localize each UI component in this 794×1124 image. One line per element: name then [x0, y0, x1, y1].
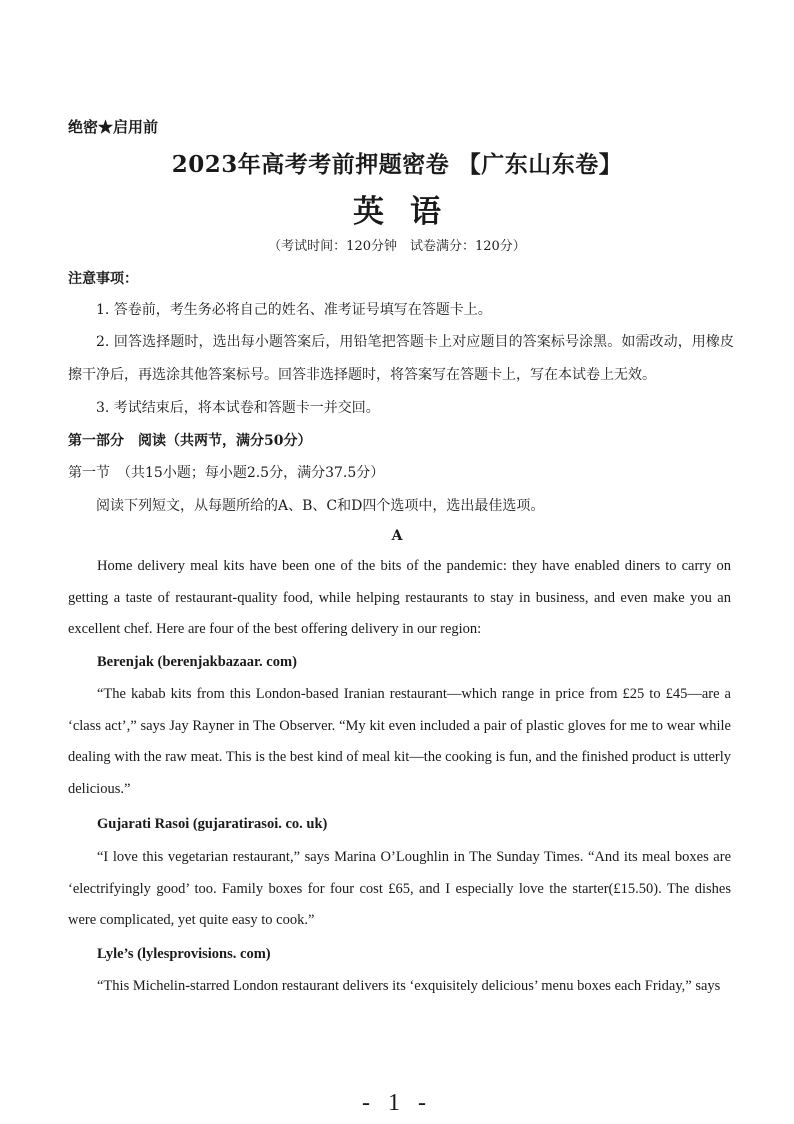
exam-title: 2023年高考考前押题密卷 【广东山东卷】: [171, 151, 623, 178]
restaurant-text-2: “I love this vegetarian restaurant,” says Marina O’Loughlin in The Sunday Times. “And its meal boxes are ‘electrifyingly good’ too. Family boxes for four cost £65, and I especially love the starter(£15.50). The dishes were complicated, yet quite easy to cook.”: [68, 849, 731, 928]
exam-info: （考试时间：120分钟 试卷满分：120分）: [268, 239, 526, 254]
section-one-title: 第一节 （共15小题；每小题2.5分，满分37.5分）: [68, 465, 385, 481]
subject-title: 英语: [353, 194, 467, 230]
restaurant-text-1: “The kabab kits from this London-based Iranian restaurant—which range in price from £25 to £45—are a ‘class act’,” says Jay Rayner in The Observer. “My kit even included a pair of plastic gloves for me to wear while dealing with the raw meat. This is the best kind of meal kit—the cooking is fun, and the finished product is utterly delicious.”: [68, 686, 731, 797]
restaurant-heading-1: Berenjak (berenjakbazaar. com): [97, 654, 297, 670]
part-one-title: 第一部分 阅读（共两节，满分50分）: [68, 433, 312, 449]
notice-item-3: 3. 考试结束后，将本试卷和答题卡一并交回。: [96, 400, 380, 416]
restaurant-heading-3: Lyle’s (lylesprovisions. com): [97, 946, 271, 962]
reading-instruction: 阅读下列短文，从每题所给的A、B、C和D四个选项中，选出最佳选项。: [96, 498, 545, 514]
passage-label: A: [391, 528, 403, 544]
confidential-label: 绝密★启用前: [68, 118, 159, 136]
notice-item-1: 1. 答卷前，考生务必将自己的姓名、准考证号填写在答题卡上。: [96, 302, 492, 318]
restaurant-text-3: “This Michelin-starred London restaurant delivers its ‘exquisitely delicious’ menu boxes each Friday,” says: [97, 978, 721, 994]
notice-title: 注意事项：: [68, 271, 138, 287]
restaurant-heading-2: Gujarati Rasoi (gujaratirasoi. co. uk): [97, 816, 328, 832]
passage-intro: Home delivery meal kits have been one of the bits of the pandemic: they have enabled diners to carry on getting a taste of restaurant-quality food, while helping restaurants to stay in business, and even make you an excellent chef. Here are four of the best offering delivery in our region:: [68, 558, 731, 637]
page-number: - 1 -: [362, 1090, 432, 1116]
notice-item-2: 2. 回答选择题时，选出每小题答案后，用铅笔把答题卡上对应题目的答案标号涂黑。如需改动，用橡皮擦干净后，再选涂其他答案标号。回答非选择题时，将答案写在答题卡上，写在本试卷上无效。: [68, 334, 734, 383]
